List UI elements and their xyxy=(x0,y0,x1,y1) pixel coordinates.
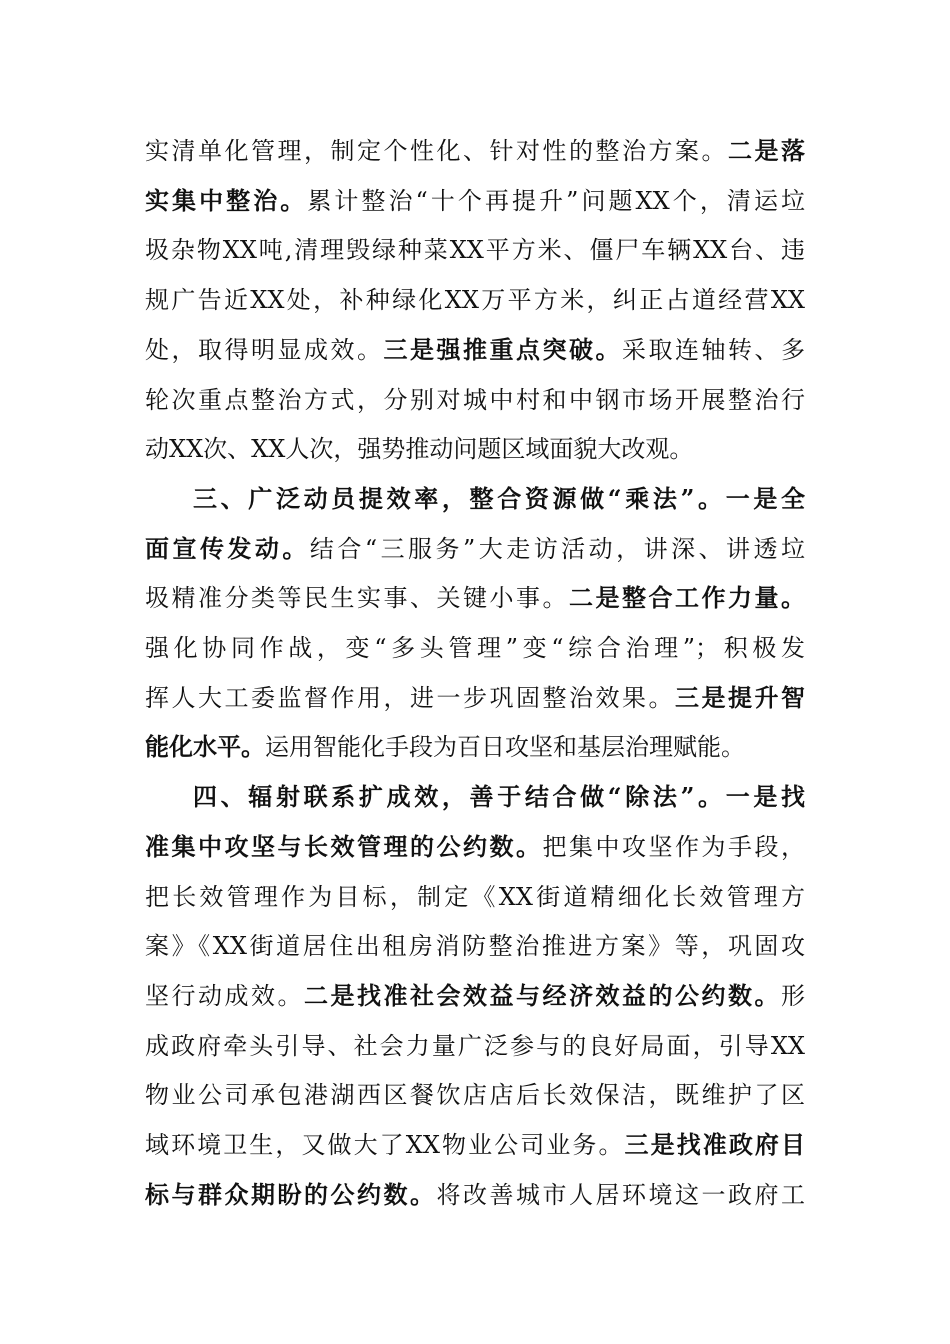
text-line xyxy=(145,532,805,566)
text-line xyxy=(145,1078,805,1112)
text-line xyxy=(145,283,805,317)
paragraph-heading-line xyxy=(193,780,805,814)
text-line xyxy=(145,581,805,615)
text-line xyxy=(145,432,805,466)
text-segment: 采取连轴转、多 xyxy=(622,335,805,364)
text-line xyxy=(145,631,805,665)
bold-text-segment: 二是整合工作力量。 xyxy=(569,583,805,613)
text-segment: 强化协同作战，变“多头管理”变“综合治理”；积极发 xyxy=(145,634,805,662)
paragraph-heading-line xyxy=(193,482,805,516)
bold-text-segment: 三是提升智 xyxy=(675,682,805,712)
text-segment: 处，取得明显成效。 xyxy=(145,335,384,364)
text-segment: 域环境卫生，又做大了XX物业公司业务。 xyxy=(145,1131,625,1159)
text-line xyxy=(145,730,805,764)
text-segment: 挥人大工委监督作用，进一步巩固整治效果。 xyxy=(145,683,675,712)
text-segment: 动XX次、XX人次，强势推动问题区域面貌大改观。 xyxy=(145,435,694,464)
text-segment: 累计整治“十个再提升”问题XX个，清运垃 xyxy=(307,186,805,215)
bold-text-segment: 三是找准政府目 xyxy=(624,1130,805,1159)
text-segment: 物业公司承包港湖西区餐饮店店后长效保洁，既维护了区 xyxy=(145,1081,805,1110)
text-line xyxy=(145,1029,805,1063)
text-line xyxy=(145,681,805,715)
bold-text-segment: 四、辐射联系扩成效，善于结合做“除法”。 xyxy=(193,782,726,812)
bold-text-segment: 三、广泛动员提效率，整合资源做“乘法”。 xyxy=(193,483,726,513)
text-segment: 形 xyxy=(781,981,805,1010)
bold-text-segment: 一是找 xyxy=(725,782,805,812)
text-segment: 圾精准分类等民生实事、关键小事。 xyxy=(145,584,569,613)
text-segment: 运用智能化手段为百日攻坚和基层治理赋能。 xyxy=(265,733,745,762)
text-line xyxy=(145,830,805,864)
text-segment: 圾杂物XX吨,清理毁绿种菜XX平方米、僵尸车辆XX台、违 xyxy=(145,236,805,265)
text-segment: 成政府牵头引导、社会力量广泛参与的良好局面，引导XX xyxy=(145,1031,805,1060)
bold-text-segment: 面宣传发动。 xyxy=(145,533,310,563)
text-line xyxy=(145,184,805,218)
text-line xyxy=(145,1178,805,1212)
text-segment: 规广告近XX处，补种绿化XX万平方米，纠正占道经营XX xyxy=(145,286,805,315)
text-segment: 将改善城市人居环境这一政府工 xyxy=(436,1180,805,1209)
text-segment: 坚行动成效。 xyxy=(145,981,304,1010)
bold-text-segment: 能化水平。 xyxy=(145,732,265,762)
text-segment: 轮次重点整治方式，分别对城中村和中钢市场开展整治行 xyxy=(145,385,805,414)
text-line xyxy=(145,233,805,267)
bold-text-segment: 三是强推重点突破。 xyxy=(383,334,622,364)
text-line xyxy=(145,383,805,417)
text-line xyxy=(145,979,805,1013)
text-segment: 结合“三服务”大走访活动，讲深、讲透垃 xyxy=(309,534,805,563)
text-line xyxy=(145,333,805,367)
text-segment: 案》《XX街道居住出租房消防整治推进方案》等，巩固攻 xyxy=(145,932,805,961)
bold-text-segment: 一是全 xyxy=(725,483,805,513)
text-line xyxy=(145,134,805,168)
text-line xyxy=(145,1128,805,1162)
text-line xyxy=(145,880,805,914)
bold-text-segment: 二是找准社会效益与经济效益的公约数。 xyxy=(304,980,781,1010)
text-line xyxy=(145,929,805,963)
bold-text-segment: 准集中攻坚与长效管理的公约数。 xyxy=(145,831,543,861)
bold-text-segment: 标与群众期盼的公约数。 xyxy=(145,1179,437,1209)
bold-text-segment: 实集中整治。 xyxy=(145,185,308,215)
text-segment: 把集中攻坚作为手段， xyxy=(542,832,805,861)
text-segment: 实清单化管理，制定个性化、针对性的整治方案。 xyxy=(145,137,728,165)
text-segment: 把长效管理作为目标，制定《XX街道精细化长效管理方 xyxy=(145,882,805,911)
bold-text-segment: 二是落 xyxy=(728,136,805,165)
